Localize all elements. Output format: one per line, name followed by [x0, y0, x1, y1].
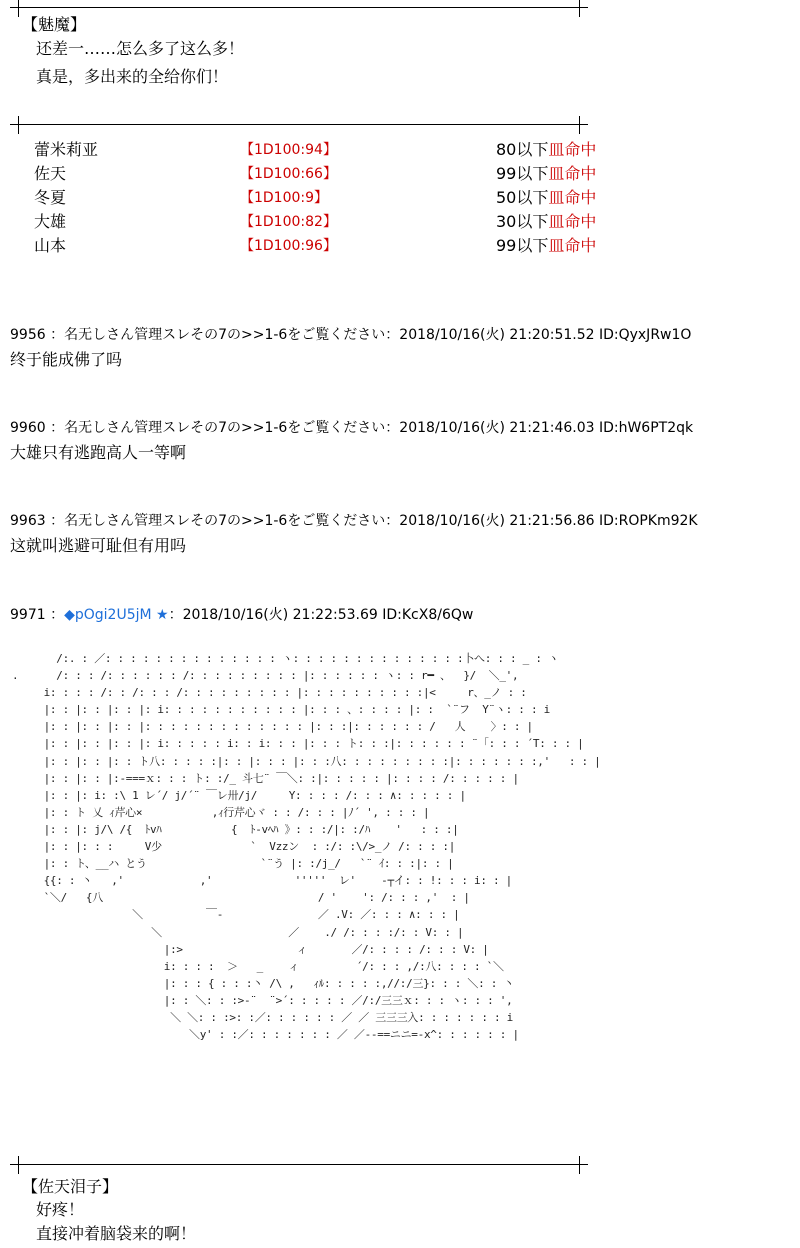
roll-name: 大雄 — [34, 212, 67, 231]
roll-row — [34, 210, 674, 234]
dialogue-line: 还差一……怎么多了这么多！ — [36, 39, 245, 58]
speaker-label: 【魅魔】 — [22, 15, 87, 34]
post-body: 大雄只有逃跑高人一等啊 — [10, 443, 187, 462]
dialogue-line: 直接冲着脑袋来的啊！ — [36, 1224, 197, 1243]
ascii-art: /:. : ／: : : : : : : : : : : : : : ヽ: : : : : : : : : : : : : :卜へ: : : _ : ヽ . /: : : /: : : : : : /: : : : : : : : : |: : : : : : ヽ: : r━ 、 }/ ＼_', i: : : : /: : /: : : /: : : : : : : : : |: : : : : : : : : :|< r、_ノ : : |: : |: : |: : |: i: : : : : : : : : : : |: : : 、: : : : |: : `¨フ Y¨ヽ: : : i |: : |: : |: : |: : : : : : : : : : : : : |: : :|: : : : : : / 人 〉: : | |: : |: : |: : |: i: : : : : i: : i: : : |: : : ト: : :|: : : : : : ¨「: : : ´T: : : | |: : |: : |: : ト八: : : : :|: : |: : : |: : :八: : : : : : : : :|: : : : : : :,' : : | |: : |: : |:-===ｘ: : : ト: :/_ 斗七¨ ￣＼: :|: : : : : |: : : : /: : : : : | |: : |: i: :\ 1 レ´/ j/´¨ ￣レ卅/j/ Y: : : : /: : : ∧: : : : : | |: : ト 乂 ｨ芹心× ,ｨ行芹心ヾ : : /: : : |ﾉ´ ', : : : | |: : |: j/\ /{ ﾄvﾊ { ﾄ-vﾍﾊ 》: : :/|: :/ﾊ ' : : :| |: : |: : : V少 ` Vzzン : :/: :\/>_ノ /: : : :| |: : ト、__ハ とう `¨う |: :/j_/ `¨ ｲ: : :|: : | {{: : 丶 ,' ,' ''''' レ' ‐┬イ: : !: : : i: : | `＼/ {八 / ' ': /: : : ,' : | ＼ ￣- ／ .V: ／: : : ∧: : : | ＼ ／ ./ /: : : :/: : V: : | |:> ィ ／/: : : : /: : : V: | i: : : : ＞ _ ィ ´/: : : ,/:八: : : : `＼ |: : : { : : :丶 /\ , ｨﾙ: : : : :,//:/三}: : : ＼: : 丶 |: : ＼: : :>-¨ ¨>´: : : : : ／/:/三三ｘ: : : ヽ: : : ', ＼ ＼: : :>: :／: : : : : : ／ ／ 三三三入: : : : : : : i ＼y' : :／: : : : : : : ／ ／--==ニニ=-x^: : : : : : | — [12, 652, 601, 1042]
dialogue-line: 好疼！ — [36, 1200, 85, 1219]
roll-result: 80以下皿命中 — [496, 140, 597, 159]
separator-rule — [10, 1156, 588, 1174]
roll-row — [34, 138, 674, 162]
separator-rule — [10, 116, 588, 134]
roll-row — [34, 162, 674, 186]
roll-row — [34, 186, 674, 210]
roll-result: 30以下皿命中 — [496, 212, 597, 231]
roll-row — [34, 234, 674, 258]
roll-name: 佐天 — [34, 164, 67, 183]
separator-rule — [10, 0, 588, 17]
roll-name: 冬夏 — [34, 188, 67, 207]
roll-result: 50以下皿命中 — [496, 188, 597, 207]
roll-value: 【1D100:82】 — [240, 214, 337, 230]
post-header: 9960 ：名无しさん管理スレその7の>>1-6をご覧ください：2018/10/16(火) 21:21:46.03 ID:hW6PT2qk — [10, 420, 694, 436]
roll-name: 山本 — [34, 236, 67, 255]
post-number: 9971 ： — [10, 607, 65, 623]
post-body: 这就叫逃避可耻但有用吗 — [10, 536, 187, 555]
post-header: 9956 ：名无しさん管理スレその7の>>1-6をご覧ください：2018/10/16(火) 21:20:51.52 ID:QyxJRw1O — [10, 327, 692, 343]
roll-name: 蕾米莉亚 — [34, 140, 99, 159]
author-trip: ◆pOgi2U5jM ★ — [64, 607, 169, 623]
author-post-header — [10, 604, 473, 626]
speaker-label: 【佐天泪子】 — [22, 1177, 119, 1196]
roll-result: 99以下皿命中 — [496, 164, 597, 183]
post-body: 终于能成佛了吗 — [10, 350, 123, 369]
post-header: 9963 ：名无しさん管理スレその7の>>1-6をご覧ください：2018/10/16(火) 21:21:56.86 ID:ROPKm92K — [10, 513, 698, 529]
roll-value: 【1D100:94】 — [240, 142, 337, 158]
roll-value: 【1D100:96】 — [240, 238, 337, 254]
roll-value: 【1D100:66】 — [240, 166, 337, 182]
post-meta: ：2018/10/16(火) 21:22:53.69 ID:KcX8/6Qw — [168, 607, 474, 623]
roll-result: 99以下皿命中 — [496, 236, 597, 255]
roll-value: 【1D100:9】 — [240, 190, 329, 206]
dialogue-line: 真是，多出来的全给你们！ — [36, 67, 229, 86]
dice-roll-table — [34, 138, 674, 258]
